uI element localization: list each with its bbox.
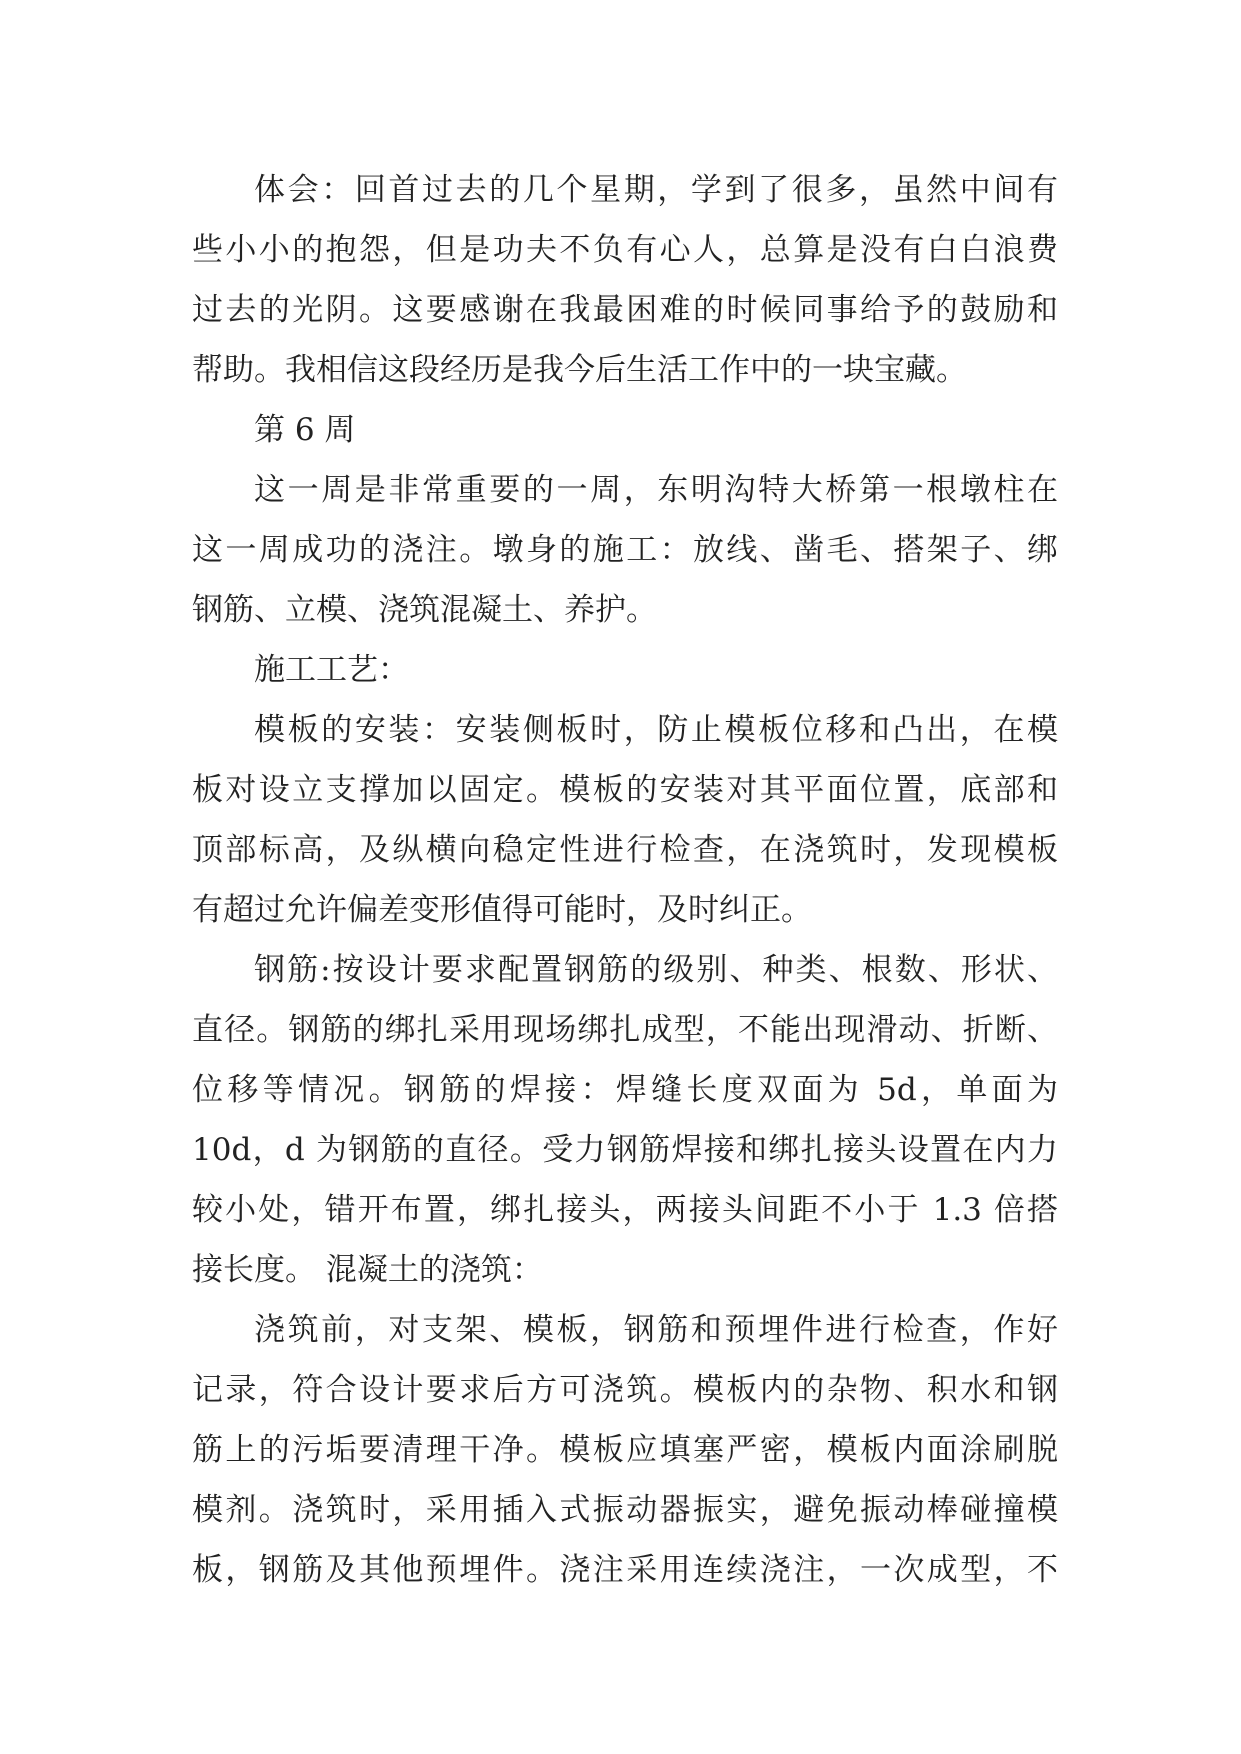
text-line: 模剂。浇筑时，采用插入式振动器振实，避免振动棒碰撞模: [192, 1492, 1058, 1528]
text-line: 直径。钢筋的绑扎采用现场绑扎成型，不能出现滑动、折断、: [192, 1012, 1058, 1048]
text-line: 浇筑前，对支架、模板，钢筋和预埋件进行检查，作好: [254, 1312, 1058, 1348]
text-line: 有超过允许偏差变形值得可能时，及时纠正。: [192, 892, 812, 928]
text-line: 体会：回首过去的几个星期，学到了很多，虽然中间有: [254, 172, 1058, 208]
text-line: 些小小的抱怨，但是功夫不负有心人，总算是没有白白浪费: [192, 232, 1058, 268]
text-line: 这一周是非常重要的一周，东明沟特大桥第一根墩柱在: [254, 472, 1058, 508]
text-line: 较小处，错开布置，绑扎接头，两接头间距不小于 1.3 倍搭: [192, 1192, 1058, 1228]
text-line: 钢筋:按设计要求配置钢筋的级别、种类、根数、形状、: [254, 952, 1058, 988]
text-line: 过去的光阴。这要感谢在我最困难的时候同事给予的鼓励和: [192, 292, 1058, 328]
text-line: 模板的安装：安装侧板时，防止模板位移和凸出，在模: [254, 712, 1058, 748]
document-page: [192, 160, 1058, 1600]
text-line: 记录，符合设计要求后方可浇筑。模板内的杂物、积水和钢: [192, 1372, 1058, 1408]
text-line: 板，钢筋及其他预埋件。浇注采用连续浇注，一次成型，不: [192, 1552, 1058, 1588]
text-line: 钢筋、立模、浇筑混凝土、养护。: [192, 592, 657, 628]
text-line: 筋上的污垢要清理干净。模板应填塞严密，模板内面涂刷脱: [192, 1432, 1058, 1468]
text-line: 10d，d 为钢筋的直径。受力钢筋焊接和绑扎接头设置在内力: [192, 1132, 1058, 1168]
text-line: 顶部标高，及纵横向稳定性进行检查，在浇筑时，发现模板: [192, 832, 1058, 868]
text-line: 这一周成功的浇注。墩身的施工：放线、凿毛、搭架子、绑: [192, 532, 1058, 568]
text-line: 帮助。我相信这段经历是我今后生活工作中的一块宝藏。: [192, 352, 967, 388]
text-line: 位移等情况。钢筋的焊接：焊缝长度双面为 5d，单面为: [192, 1072, 1058, 1108]
text-line: 板对设立支撑加以固定。模板的安装对其平面位置，底部和: [192, 772, 1058, 808]
text-line: 接长度。 混凝土的浇筑：: [192, 1252, 543, 1288]
text-line: 施工工艺：: [254, 652, 409, 688]
text-line: 第 6 周: [254, 412, 356, 448]
